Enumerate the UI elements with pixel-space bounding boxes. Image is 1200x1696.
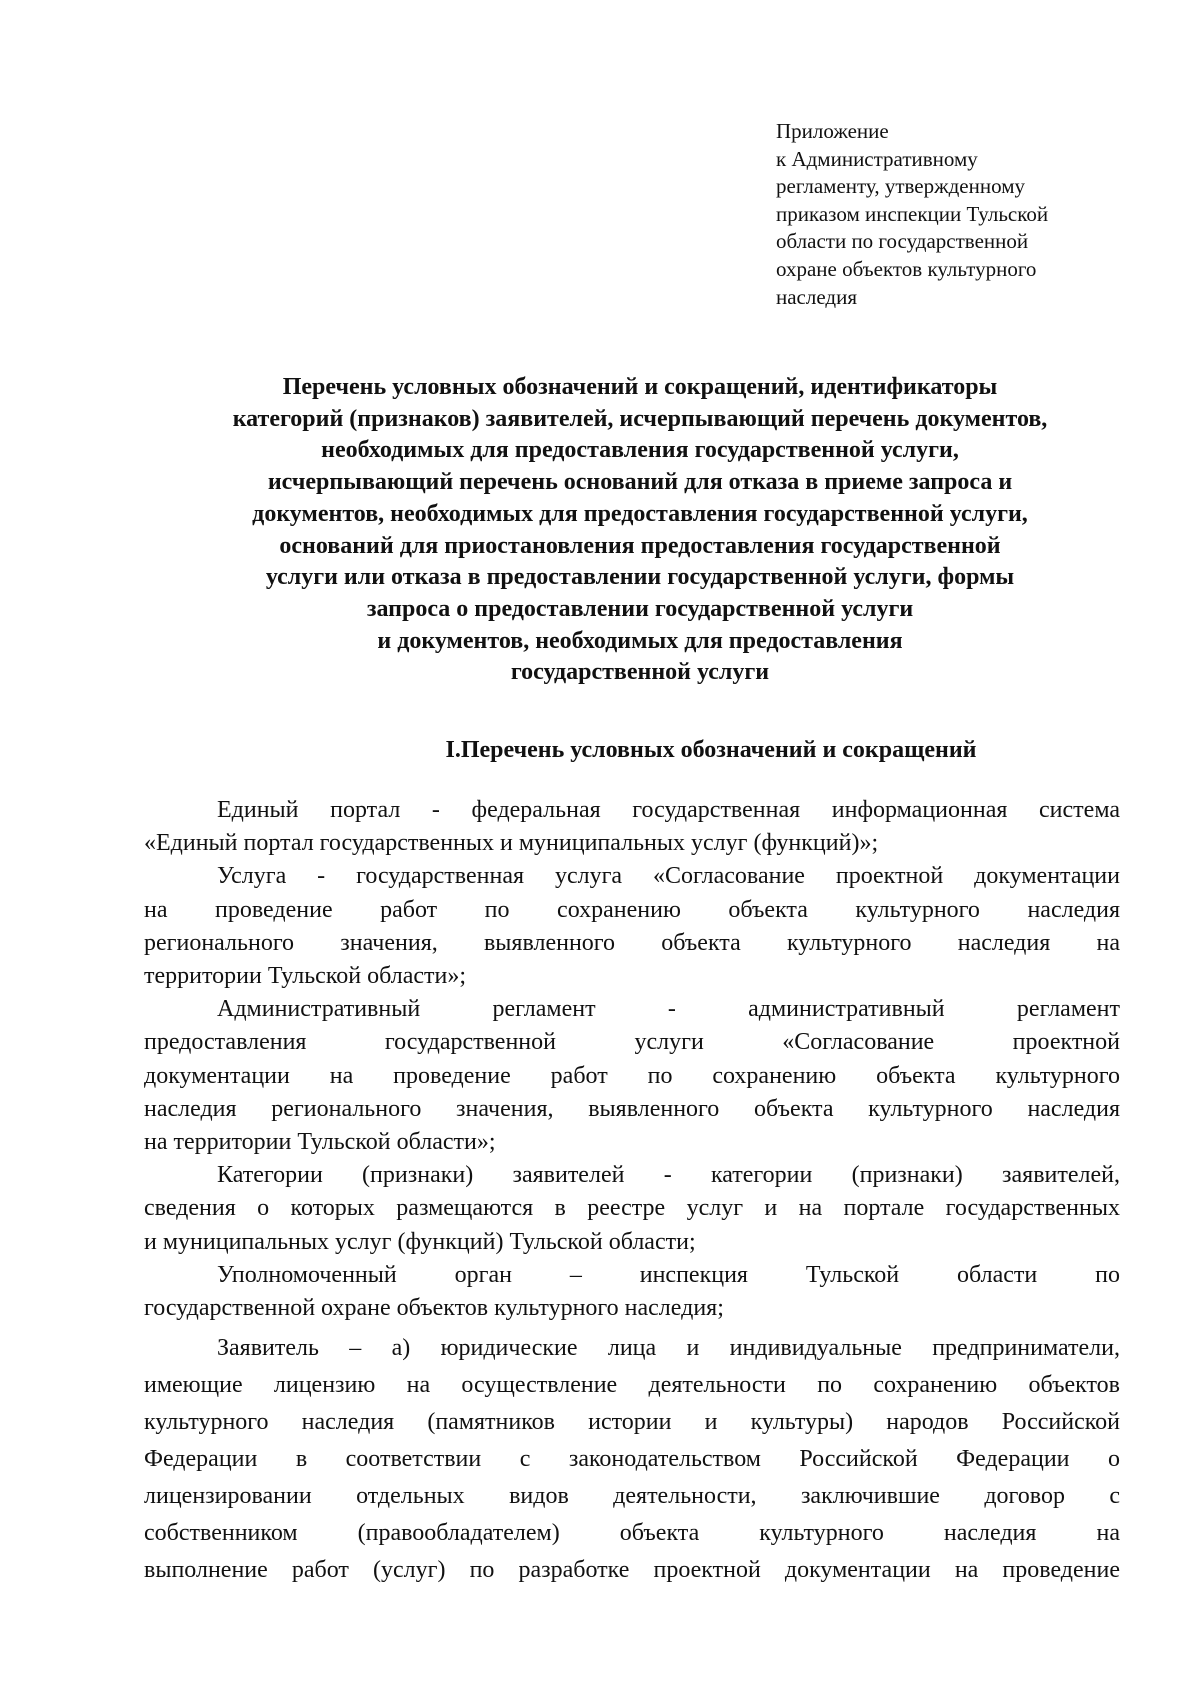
applicant-line: лицензировании отдельных видов деятельности, заключившие договор с: [144, 1483, 1120, 1509]
definitions-list: [144, 794, 1120, 1325]
title-line: государственной услуги: [510, 659, 770, 686]
definition-line: предоставления государственной услуги «Согласование проектной: [144, 1029, 1120, 1056]
applicant-definition: [144, 1330, 1120, 1589]
definition-line: Административный регламент - административный регламент: [217, 996, 1120, 1023]
appendix-note-line: области по государственной: [776, 229, 1029, 254]
document-title: [150, 372, 1130, 689]
title-line: Перечень условных обозначений и сокращений, идентификаторы: [282, 374, 998, 400]
appendix-note-line: приказом инспекции Тульской: [776, 201, 1049, 226]
definition-line: сведения о которых размещаются в реестре услуг и на портале государственных: [144, 1195, 1120, 1222]
definition-line: «Единый портал государственных и муниципальных услуг (функций)»;: [144, 830, 879, 857]
applicant-line: Федерации в соответствии с законодательством Российской Федерации о: [144, 1446, 1120, 1472]
definition-line: наследия регионального значения, выявленного объекта культурного наследия: [144, 1095, 1120, 1122]
definition-line: Уполномоченный орган – инспекция Тульской области по: [217, 1261, 1120, 1288]
definition-line: и муниципальных услуг (функций) Тульской области;: [144, 1228, 696, 1255]
title-line: запроса о предоставлении государственной услуги: [366, 595, 914, 622]
appendix-note: [776, 118, 1136, 311]
appendix-note-line: охране объектов культурного: [776, 256, 1037, 281]
appendix-note-line: наследия: [776, 284, 857, 309]
title-line: и документов, необходимых для предоставления: [377, 627, 903, 654]
definition-line: на проведение работ по сохранению объекта культурного наследия: [144, 896, 1120, 923]
title-line: оснований для приостановления предоставления государственной: [279, 532, 1001, 559]
applicant-line: имеющие лицензию на осуществление деятельности по сохранению объектов: [144, 1372, 1120, 1398]
title-line: исчерпывающий перечень оснований для отказа в приеме запроса и: [267, 469, 1013, 496]
applicant-line: культурного наследия (памятников истории и культуры) народов Российской: [144, 1409, 1120, 1435]
appendix-note-line: Приложение: [776, 119, 889, 143]
definition-line: территории Тульской области»;: [144, 963, 467, 990]
definition-line: государственной охране объектов культурного наследия;: [144, 1295, 724, 1322]
title-line: услуги или отказа в предоставлении государственной услуги, формы: [265, 564, 1015, 591]
definition-line: Услуга - государственная услуга «Согласование проектной документации: [217, 863, 1120, 890]
definition-line: регионального значения, выявленного объекта культурного наследия на: [144, 929, 1120, 956]
definition-line: документации на проведение работ по сохранению объекта культурного: [144, 1062, 1120, 1089]
title-line: необходимых для предоставления государственной услуги,: [321, 437, 959, 464]
title-line: категорий (признаков) заявителей, исчерпывающий перечень документов,: [232, 405, 1048, 432]
definition-line: Единый портал - федеральная государственная информационная система: [217, 797, 1120, 823]
title-line: документов, необходимых для предоставления государственной услуги,: [252, 500, 1028, 527]
section-heading: I.Перечень условных обозначений и сокращений: [445, 737, 977, 763]
applicant-line: выполнение работ (услуг) по разработке проектной документации на проведение: [144, 1557, 1120, 1583]
applicant-line: Заявитель – а) юридические лица и индивидуальные предприниматели,: [217, 1335, 1120, 1361]
applicant-line: собственником (правообладателем) объекта культурного наследия на: [144, 1520, 1120, 1546]
definition-line: на территории Тульской области»;: [144, 1129, 496, 1156]
definition-line: Категории (признаки) заявителей - категории (признаки) заявителей,: [217, 1162, 1120, 1189]
appendix-note-line: к Административному: [776, 146, 978, 171]
appendix-note-line: регламенту, утвержденному: [776, 174, 1025, 199]
